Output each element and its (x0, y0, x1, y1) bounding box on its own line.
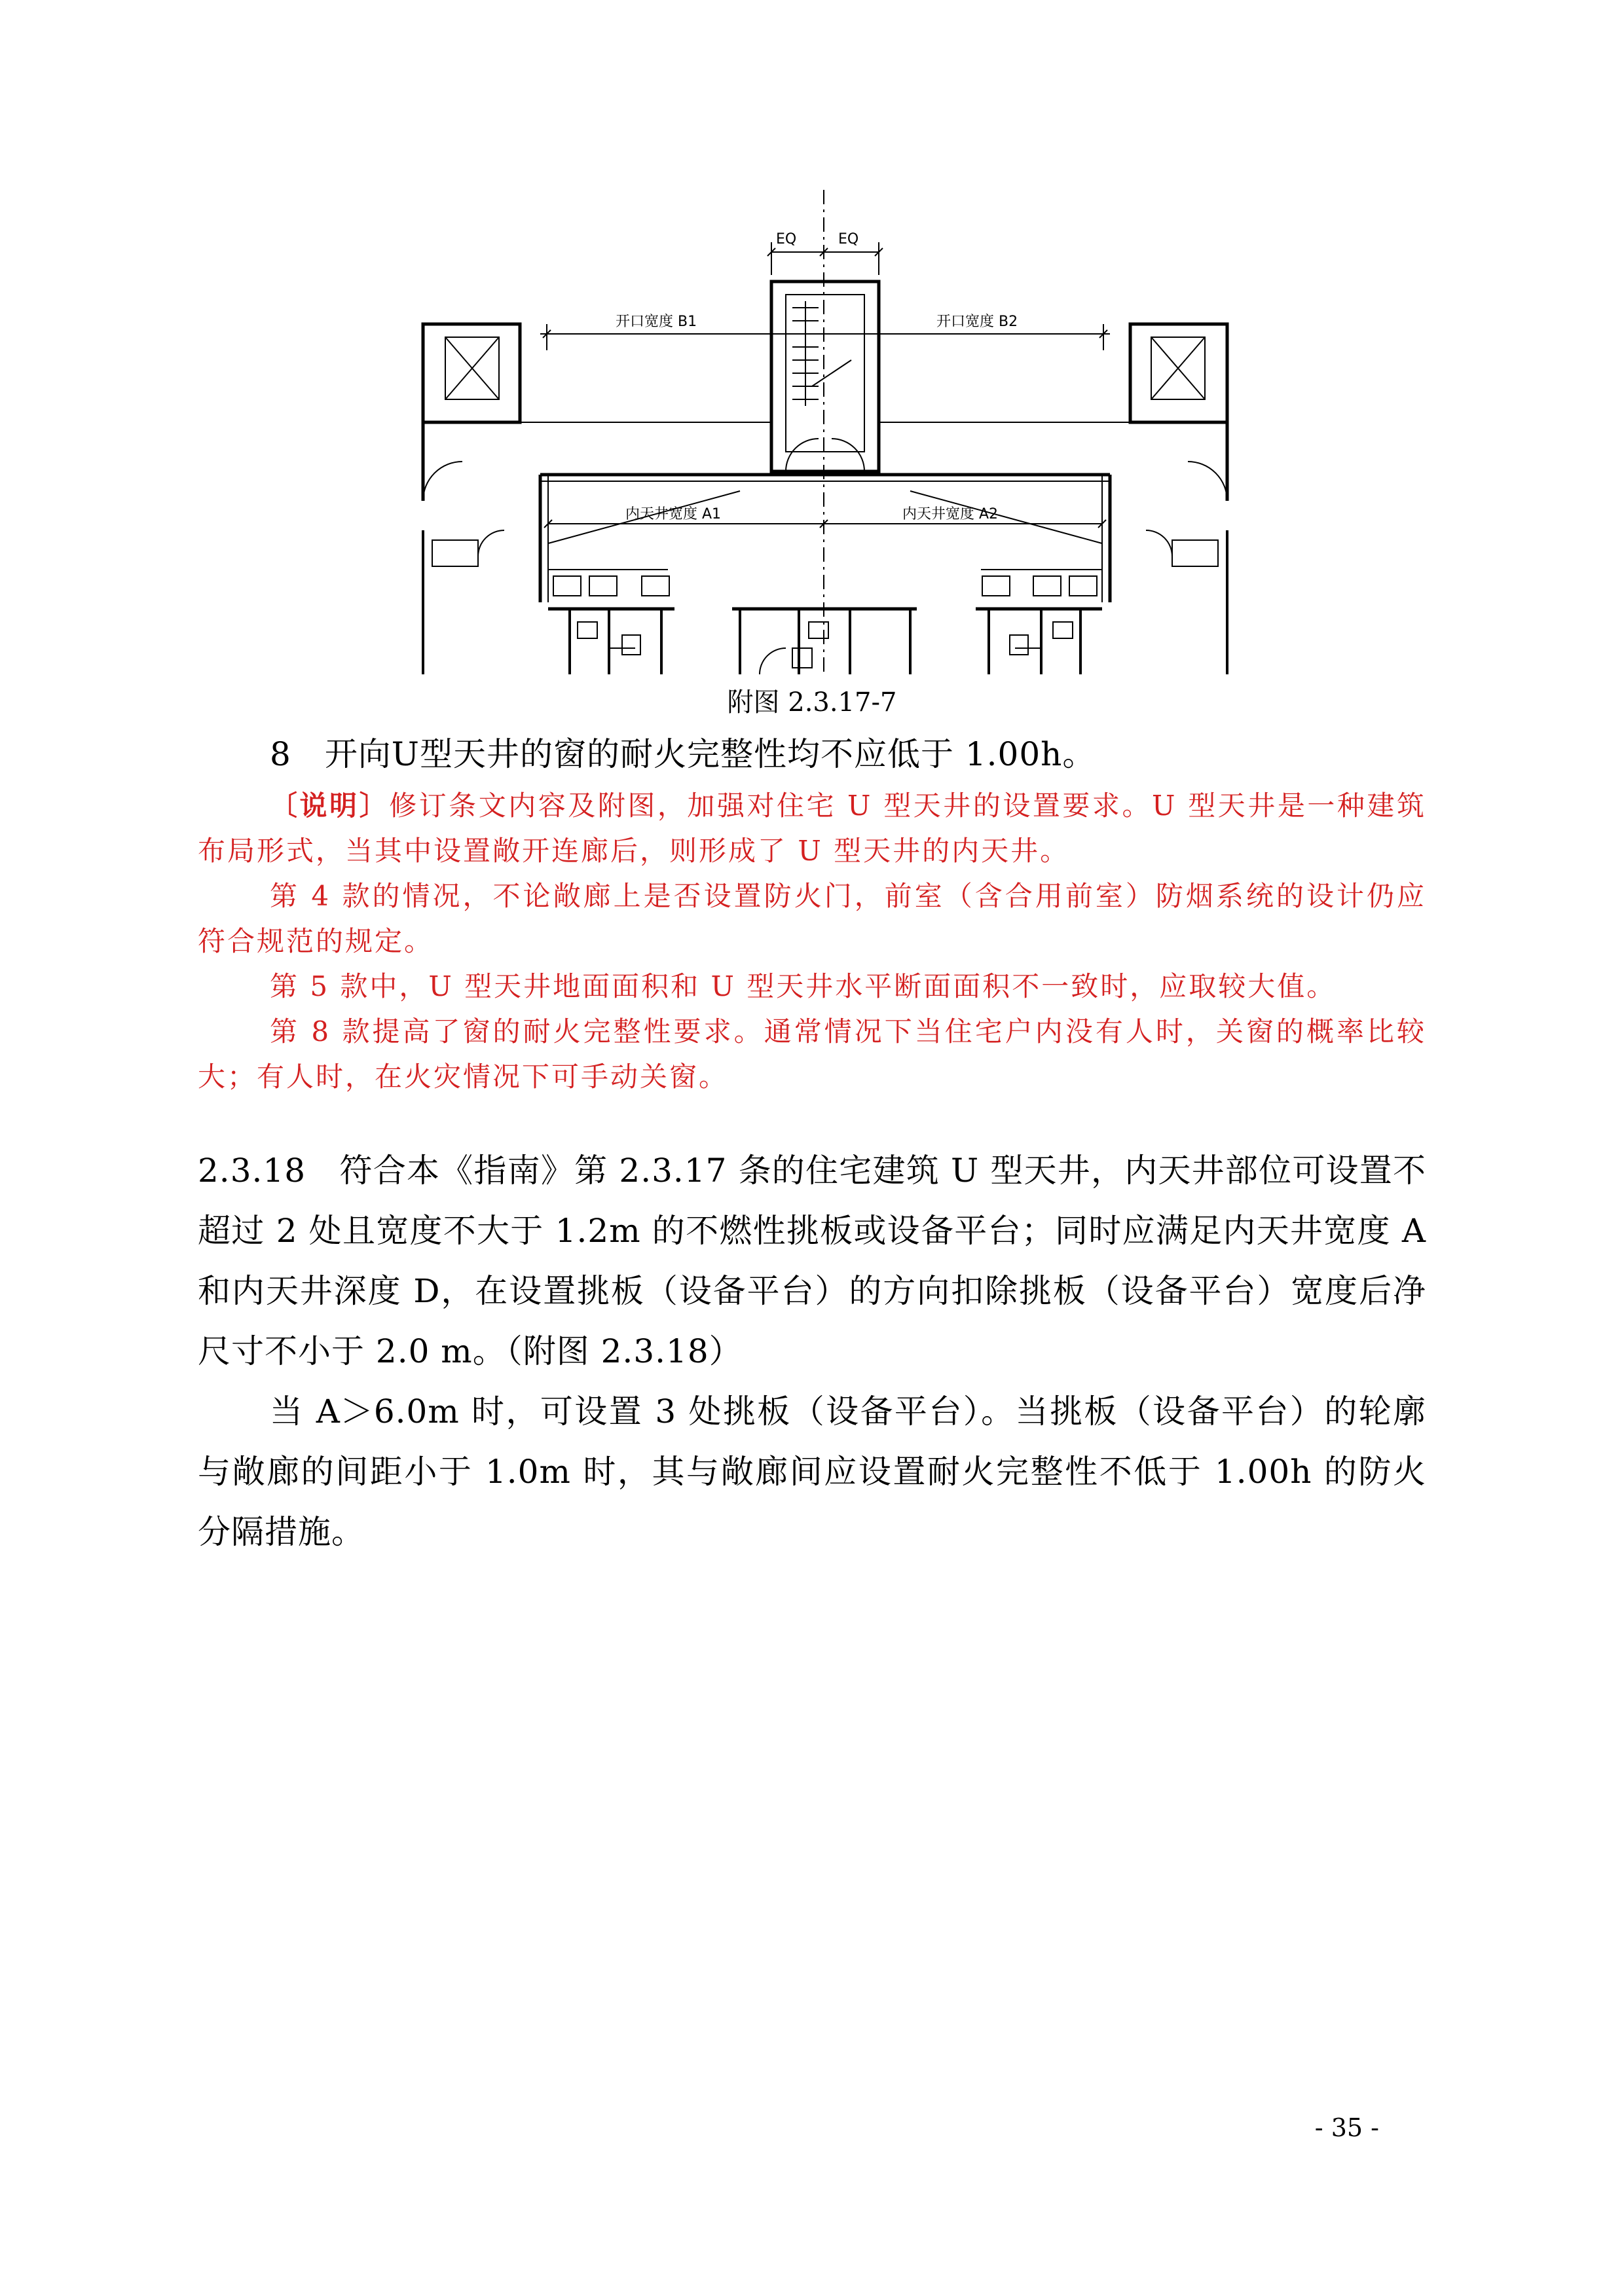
label-inner-a1: 内天井宽度 A1 (625, 506, 722, 522)
section-text-1: 符合本《指南》第 2.3.17 条的住宅建筑 U 型天井，内天井部位可设置不超过 2 处且宽度不大于 1.2m 的不燃性挑板或设备平台；同时应满足内天井宽度 A 和内天井深度 D，在设置挑板（设备平台）的方向扣除挑板（设备平台）宽度后净尺寸不小于 2.0 m。（附图 2.3.18） (198, 1152, 1426, 1370)
label-eq-right: EQ (838, 231, 859, 247)
section-paragraph-2: 当 A＞6.0m 时，可设置 3 处挑板（设备平台）。当挑板（设备平台）的轮廓与敞廊的间距小于 1.0m 时，其与敞廊间应设置耐火完整性不低于 1.00h 的防火分隔措施。 (198, 1393, 1426, 1551)
note-paragraph-4: 第 8 款提高了窗的耐火完整性要求。通常情况下当住宅户内没有人时，关窗的概率比较大；有人时，在火灾情况下可手动关窗。 (198, 1015, 1426, 1093)
label-opening-b2: 开口宽度 B2 (936, 314, 1018, 330)
clause-item-8 (198, 724, 1426, 784)
note-paragraph-1 (198, 783, 1426, 873)
clause-text: 开向U型天井的窗的耐火完整性均不应低于 1.00h。 (324, 735, 1096, 773)
figure-caption: 附图 2.3.17-7 (727, 687, 897, 718)
note-paragraph-2: 第 4 款的情况，不论敞廊上是否设置防火门，前室（含合用前室）防烟系统的设计仍应符合规范的规定。 (198, 880, 1426, 957)
section-2-3-18 (198, 1140, 1426, 1381)
note-label: 〔说明〕 (270, 790, 390, 822)
note-paragraph-3: 第 5 款中，U 型天井地面面积和 U 型天井水平断面面积不一致时，应取较大值。 (270, 970, 1337, 1002)
note-text-1: 修订条文内容及附图，加强对住宅 U 型天井的设置要求。U 型天井是一种建筑布局形式，当其中设置敞开连廊后，则形成了 U 型天井的内天井。 (198, 790, 1426, 867)
label-inner-a2: 内天井宽度 A2 (902, 506, 999, 522)
clause-number: 8 (270, 735, 291, 773)
label-eq-left: EQ (776, 231, 797, 247)
floor-plan-drawing (393, 190, 1257, 674)
label-opening-b1: 开口宽度 B1 (616, 314, 697, 330)
page-number: - 35 - (1314, 2113, 1379, 2142)
section-number: 2.3.18 (198, 1152, 306, 1190)
floor-plan-figure (393, 190, 1257, 674)
